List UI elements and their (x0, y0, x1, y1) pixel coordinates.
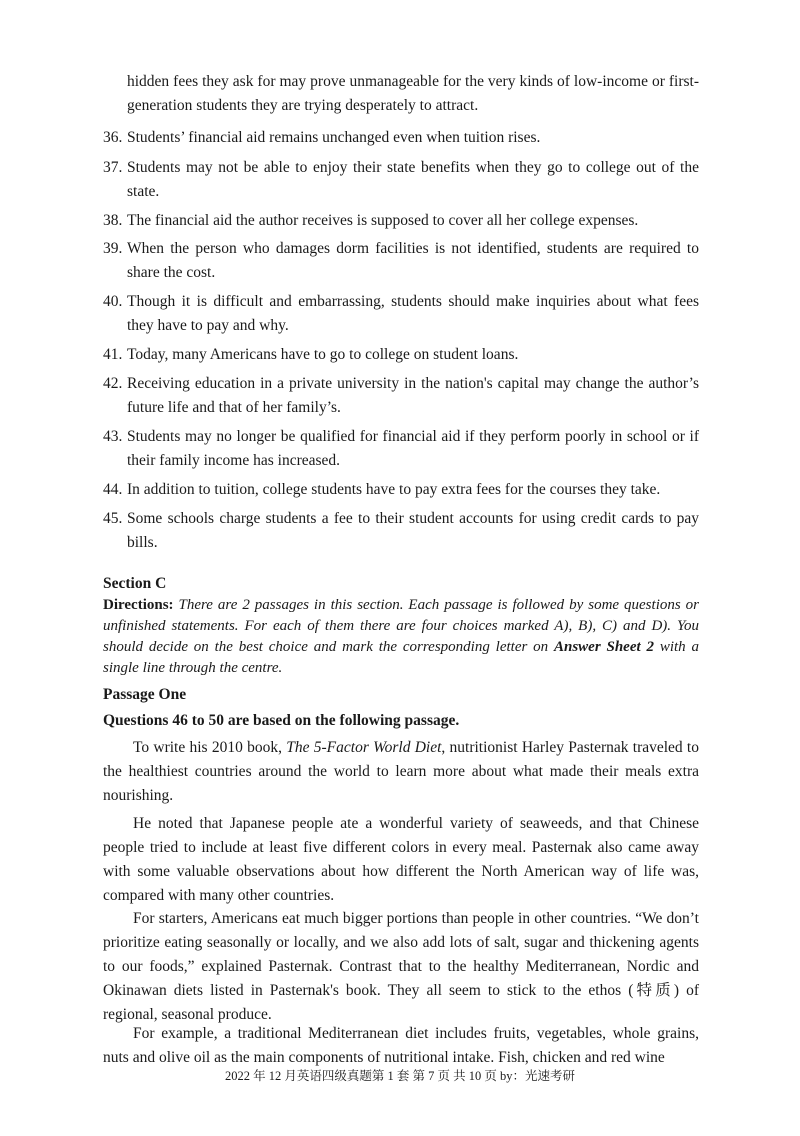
statement-number: 40. (103, 293, 123, 310)
statement-text: Students may not be able to enjoy their state benefits when they go to college out of the state. (127, 159, 699, 200)
passage-paragraph-4: For example, a traditional Mediterranean diet includes fruits, vegetables, whole grains, nuts and olive oil as the main components of nutritional intake. Fish, chicken and red wine (103, 1025, 699, 1066)
statement-number: 43. (103, 428, 123, 445)
paragraph-1-end: , nutritionist Harley Pasternak traveled to the healthiest countries around the world to learn more about what made their meals extra nourishing. (103, 739, 699, 804)
statement-number: 45. (103, 510, 123, 527)
statement-text: Students may no longer be qualified for financial aid if they perform poorly in school or if their family income has increased. (127, 428, 699, 469)
statement-40 (103, 290, 699, 338)
book-title: The 5-Factor World Diet (286, 739, 442, 756)
passage-title: Passage One (103, 686, 187, 703)
statement-text: Though it is difficult and embarrassing, students should make inquiries about what fees they have to pay and why. (127, 293, 699, 334)
statement-36 (103, 126, 699, 150)
statement-number: 36. (103, 129, 123, 146)
questions-intro: Questions 46 to 50 are based on the following passage. (103, 712, 460, 729)
passage-paragraph-3: For starters, Americans eat much bigger portions than people in other countries. “We don’t prioritize eating seasonally or locally, and we also add lots of salt, sugar and thickening agents to our foods,” explained Pasternak. Contrast that to the healthy Mediterranean, Nordic and Okinawan diets listed in Pasternak's book. They all seem to stick to the ethos (特质) of regional, seasonal produce. (103, 910, 699, 1023)
statement-number: 37. (103, 159, 123, 176)
statement-text: Receiving education in a private university in the nation's capital may change the author’s future life and that of her family’s. (127, 375, 699, 416)
passage-paragraph-2: He noted that Japanese people ate a wonderful variety of seaweeds, and that Chinese people tried to include at least five different colors in every meal. Pasternak also came away with some valuable observations about how different the North American way of life was, compared with many other countries. (103, 815, 699, 904)
paragraph-1-start: To write his 2010 book, (133, 739, 287, 756)
statement-44 (103, 478, 699, 502)
statement-number: 38. (103, 212, 123, 229)
answer-sheet-emphasis: Answer Sheet 2 (553, 639, 654, 655)
statement-number: 39. (103, 240, 123, 257)
statement-text: Some schools charge students a fee to their student accounts for using credit cards to pay bills. (127, 510, 699, 551)
statement-number: 42. (103, 375, 123, 392)
statement-45 (103, 507, 699, 555)
statement-37 (103, 156, 699, 204)
directions-label: Directions: (103, 597, 174, 613)
directions (103, 595, 699, 679)
statement-text: The financial aid the author receives is supposed to cover all her college expenses. (127, 212, 639, 229)
statement-number: 44. (103, 481, 123, 498)
statement-43 (103, 425, 699, 473)
statement-text: In addition to tuition, college students have to pay extra fees for the courses they take. (127, 481, 661, 498)
section-title: Section C (103, 575, 167, 592)
statement-number: 41. (103, 346, 123, 363)
statement-39 (103, 237, 699, 285)
statement-text: Students’ financial aid remains unchanged even when tuition rises. (127, 129, 541, 146)
passage-paragraph-1 (103, 736, 699, 808)
statement-41 (103, 343, 699, 367)
statement-38 (103, 209, 699, 233)
directions-text-end: with a single line through the centre. (103, 639, 699, 676)
statement-text: When the person who damages dorm facilities is not identified, students are required to share the cost. (127, 240, 699, 281)
continuation-text: hidden fees they ask for may prove unmanageable for the very kinds of low-income or first-generation students they are trying desperately to attract. (127, 73, 699, 114)
directions-text: There are 2 passages in this section. Each passage is followed by some questions or unfinished statements. For each of them there are four choices marked A), B), C) and D). You should decide on the best choice and mark the corresponding letter on (103, 597, 700, 655)
statement-text: Today, many Americans have to go to college on student loans. (127, 346, 519, 363)
page-footer: 2022 年 12 月英语四级真题第 1 套 第 7 页 共 10 页 by：光速考研 (224, 1069, 575, 1083)
statement-42 (103, 372, 699, 420)
